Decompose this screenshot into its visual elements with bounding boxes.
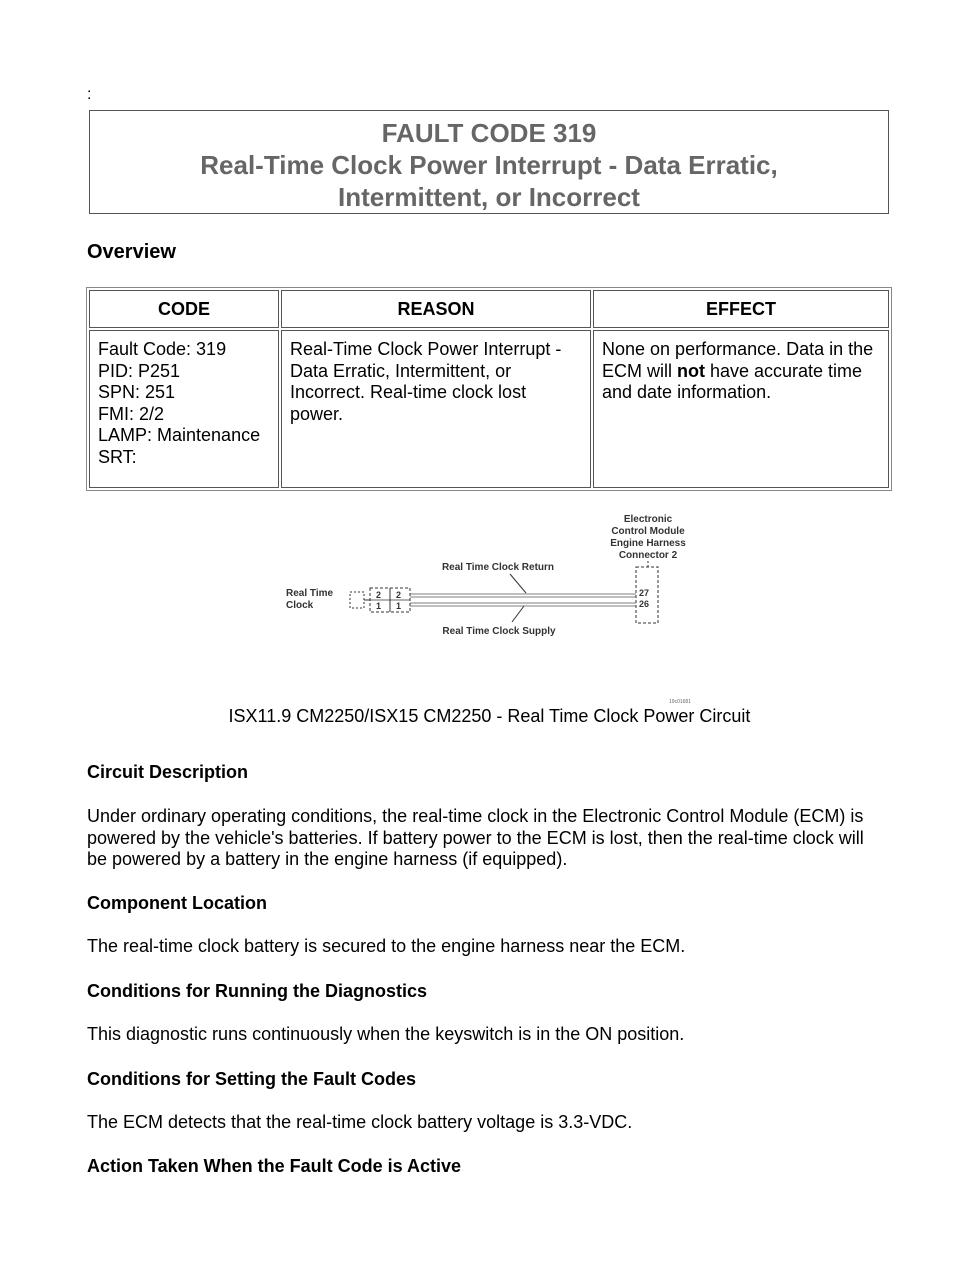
table-header-row — [89, 290, 889, 328]
title-line-1: FAULT CODE 319 — [381, 118, 597, 148]
code-line: FMI: 2/2 — [98, 403, 165, 424]
header-code: CODE — [89, 290, 279, 328]
title-line-2: Real-Time Clock Power Interrupt - Data Erratic, — [200, 150, 778, 180]
code-line: SPN: 251 — [98, 382, 176, 402]
circuit-description-heading: Circuit Description — [87, 762, 249, 782]
ecm-pin-27: 27 — [639, 588, 650, 598]
supply-leader — [512, 606, 524, 622]
effect-text-start: None on performance. Data in the ECM will — [602, 339, 874, 381]
ecm-label-line-4: Connector 2 — [618, 550, 678, 561]
ecm-label-line-1: Electronic — [623, 514, 673, 525]
overview-heading: Overview — [87, 241, 176, 263]
clock-component-icon — [350, 592, 364, 608]
return-leader — [510, 574, 526, 593]
effect-text-end: have accurate time and date information. — [602, 360, 863, 402]
code-line: SRT: — [98, 446, 137, 467]
circuit-description-text: Under ordinary operating conditions, the real-time clock in the Electronic Control Module (ECM) is powered by the vehicle's batteries. If battery power to the ECM is lost, then the real-time clock will be powered by a battery in the engine harness (if equipped). — [87, 806, 864, 869]
effect-cell — [593, 330, 889, 488]
return-label: Real Time Clock Return — [441, 562, 555, 573]
effect-emphasis: not — [677, 360, 705, 381]
code-line: LAMP: Maintenance — [98, 425, 261, 445]
title-box — [89, 110, 889, 214]
circuit-diagram — [280, 505, 710, 705]
running-diagnostics-heading: Conditions for Running the Diagnostics — [87, 981, 427, 1001]
code-line: Fault Code: 319 — [98, 339, 227, 359]
action-taken-heading: Action Taken When the Fault Code is Active — [87, 1156, 462, 1176]
clock-label-line-2: Clock — [286, 600, 314, 611]
code-cell — [89, 330, 279, 488]
setting-fault-codes-heading: Conditions for Setting the Fault Codes — [87, 1069, 416, 1089]
setting-fault-codes-text: The ECM detects that the real-time clock battery voltage is 3.3-VDC. — [87, 1112, 633, 1132]
component-location-text: The real-time clock battery is secured to the engine harness near the ECM. — [87, 936, 686, 956]
running-diagnostics-text: This diagnostic runs continuously when the keyswitch is in the ON position. — [87, 1024, 685, 1044]
table-row — [89, 330, 889, 488]
diagram-caption: ISX11.9 CM2250/ISX15 CM2250 - Real Time Clock Power Circuit — [228, 706, 751, 726]
code-line: PID: P251 — [98, 360, 181, 381]
header-effect: EFFECT — [593, 290, 889, 328]
component-location-heading: Component Location — [87, 893, 267, 913]
title-line-3: Intermittent, or Incorrect — [338, 182, 640, 212]
clock-pin: 2 — [376, 590, 382, 600]
reason-cell: Real-Time Clock Power Interrupt - Data Erratic, Intermittent, or Incorrect. Real-time clock lost power. — [281, 330, 591, 488]
supply-label: Real Time Clock Supply — [442, 626, 556, 637]
fault-table — [86, 287, 892, 491]
clock-label-line-1: Real Time — [286, 588, 334, 599]
ecm-pin-26: 26 — [639, 599, 650, 609]
ecm-label-line-2: Control Module — [611, 526, 685, 537]
header-reason: REASON — [281, 290, 591, 328]
clock-pin: 2 — [396, 590, 402, 600]
ecm-label-line-3: Engine Harness — [610, 538, 686, 549]
figure-id: 19c01681 — [669, 699, 691, 705]
clock-pin: 1 — [396, 601, 402, 611]
page-marker: : — [87, 86, 92, 103]
clock-pin: 1 — [376, 601, 382, 611]
